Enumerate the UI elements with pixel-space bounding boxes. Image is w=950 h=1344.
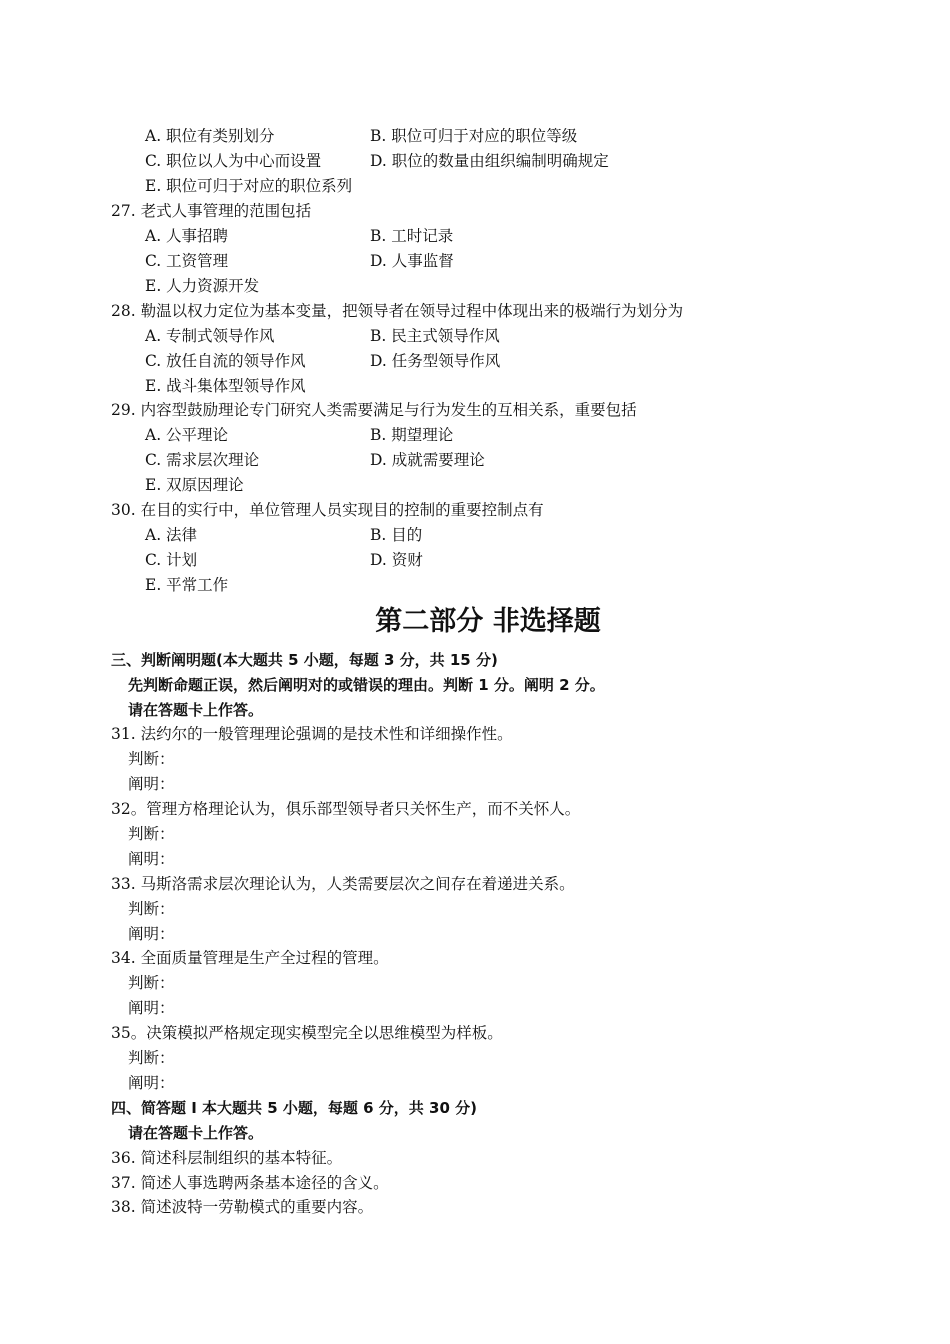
q27-option-d: D. 人事监督 <box>370 252 454 270</box>
section-4-answer-note: 请在答题卡上作答。 <box>128 1124 264 1142</box>
q27-option-c: C. 工资管理 <box>145 252 229 270</box>
q34-judge-label: 判断： <box>128 974 175 992</box>
q35-judge-label: 判断： <box>128 1049 175 1067</box>
q30-option-a: A. 法律 <box>145 526 198 544</box>
q37-stem: 37. 简述人事选聘两条基本途径的含义。 <box>111 1174 389 1192</box>
section-3-heading: 三、判断阐明题(本大题共 5 小题，每题 3 分，共 15 分) <box>111 651 498 669</box>
q29-stem: 29. 内容型鼓励理论专门研究人类需要满足与行为发生的互相关系，重要包括 <box>111 401 637 419</box>
q29-option-d: D. 成就需要理论 <box>370 451 485 469</box>
q32-judge-label: 判断： <box>128 825 175 843</box>
q33-explain-label: 阐明： <box>128 925 175 943</box>
q28-option-a: A. 专制式领导作风 <box>145 327 275 345</box>
q30-option-d: D. 资财 <box>370 551 423 569</box>
q26-option-b: B. 职位可归于对应的职位等级 <box>370 127 578 145</box>
q29-option-c: C. 需求层次理论 <box>145 451 260 469</box>
q30-option-c: C. 计划 <box>145 551 198 569</box>
section-3-answer-note: 请在答题卡上作答。 <box>128 701 264 719</box>
section-3-instruction: 先判断命题正误，然后阐明对的或错误的理由。判断 1 分。阐明 2 分。 <box>128 676 605 694</box>
q34-explain-label: 阐明： <box>128 999 175 1017</box>
q31-stem: 31. 法约尔的一般管理理论强调的是技术性和详细操作性。 <box>111 725 513 743</box>
q33-judge-label: 判断： <box>128 900 175 918</box>
q28-option-e: E. 战斗集体型领导作风 <box>145 377 306 395</box>
q29-option-b: B. 期望理论 <box>370 426 454 444</box>
q28-option-d: D. 任务型领导作风 <box>370 352 501 370</box>
q27-stem: 27. 老式人事管理的范围包括 <box>111 202 312 220</box>
q35-explain-label: 阐明： <box>128 1074 175 1092</box>
q31-judge-label: 判断： <box>128 750 175 768</box>
q29-option-a: A. 公平理论 <box>145 426 229 444</box>
part-two-title: 第二部分 非选择题 <box>375 606 601 637</box>
q34-stem: 34. 全面质量管理是生产全过程的管理。 <box>111 949 389 967</box>
q32-explain-label: 阐明： <box>128 850 175 868</box>
q30-stem: 30. 在目的实行中，单位管理人员实现目的控制的重要控制点有 <box>111 501 544 519</box>
q29-option-e: E. 双原因理论 <box>145 476 244 494</box>
q28-option-b: B. 民主式领导作风 <box>370 327 500 345</box>
q33-stem: 33. 马斯洛需求层次理论认为，人类需要层次之间存在着递进关系。 <box>111 875 575 893</box>
q36-stem: 36. 简述科层制组织的基本特征。 <box>111 1149 343 1167</box>
q27-option-b: B. 工时记录 <box>370 227 454 245</box>
q26-option-e: E. 职位可归于对应的职位系列 <box>145 177 353 195</box>
q27-option-a: A. 人事招聘 <box>145 227 229 245</box>
section-4-heading: 四、简答题 I 本大题共 5 小题，每题 6 分，共 30 分) <box>111 1099 477 1117</box>
q28-option-c: C. 放任自流的领导作风 <box>145 352 306 370</box>
q35-stem: 35。决策模拟严格规定现实模型完全以思维模型为样板。 <box>111 1024 503 1042</box>
q32-stem: 32。管理方格理论认为，俱乐部型领导者只关怀生产，而不关怀人。 <box>111 800 581 818</box>
q30-option-b: B. 目的 <box>370 526 423 544</box>
q27-option-e: E. 人力资源开发 <box>145 277 260 295</box>
q31-explain-label: 阐明： <box>128 775 175 793</box>
q26-option-a: A. 职位有类别划分 <box>145 127 275 145</box>
q26-option-c: C. 职位以人为中心而设置 <box>145 152 322 170</box>
q30-option-e: E. 平常工作 <box>145 576 229 594</box>
q26-option-d: D. 职位的数量由组织编制明确规定 <box>370 152 609 170</box>
q28-stem: 28. 勒温以权力定位为基本变量，把领导者在领导过程中体现出来的极端行为划分为 <box>111 302 684 320</box>
q38-stem: 38. 简述波特一劳勒模式的重要内容。 <box>111 1198 374 1216</box>
